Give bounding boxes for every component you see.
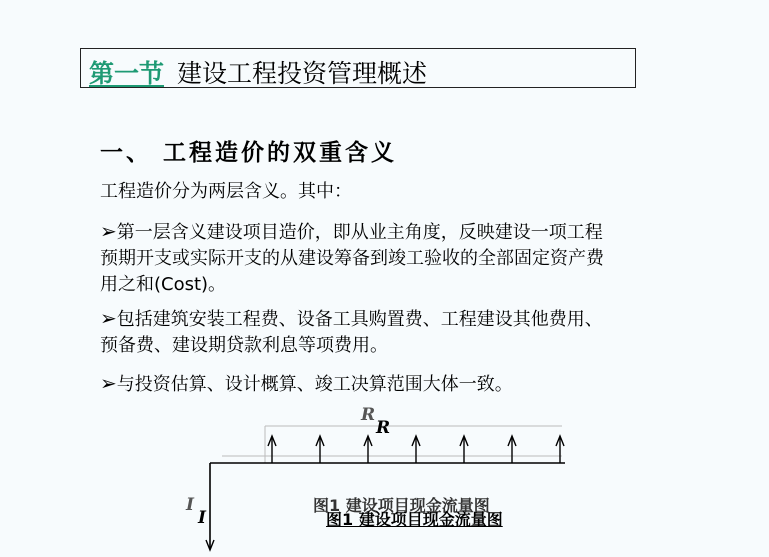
bullet-item-2 bbox=[100, 305, 603, 359]
bullet-1-line-2: 预期开支或实际开支的从建设筹备到竣工验收的全部固定资产费 bbox=[100, 248, 604, 269]
bullet-item-3 bbox=[100, 370, 513, 398]
inflow-arrow-head bbox=[508, 436, 516, 446]
inflow-arrows bbox=[268, 436, 564, 463]
section-heading: 一、 工程造价的双重含义 bbox=[100, 139, 398, 166]
inflow-arrow-head bbox=[268, 436, 276, 446]
arrow-bullet-icon: ➢ bbox=[100, 306, 117, 330]
figure-caption: 图1 建设项目现金流量图 bbox=[326, 510, 503, 529]
arrow-bullet-icon: ➢ bbox=[100, 219, 117, 243]
bullet-3-line-1: 与投资估算、设计概算、竣工决算范围大体一致。 bbox=[116, 374, 513, 395]
inflow-arrow-head bbox=[556, 436, 564, 446]
outflow-label: I bbox=[198, 508, 206, 528]
section-number[interactable]: 第一节 bbox=[89, 59, 165, 88]
inflow-label: R bbox=[376, 418, 391, 438]
bullet-2-line-1: 包括建筑安装工程费、设备工具购置费、工程建设其他费用、 bbox=[116, 309, 603, 330]
inflow-arrow-head bbox=[460, 436, 468, 446]
bullet-1-line-3: 用之和(Cost)。 bbox=[100, 274, 227, 295]
bullet-1-line-1: 第一层含义建设项目造价，即从业主角度，反映建设一项工程 bbox=[116, 222, 603, 243]
arrow-bullet-icon: ➢ bbox=[100, 371, 117, 395]
page-title: 建设工程投资管理概述 bbox=[177, 59, 428, 88]
inflow-arrow-head bbox=[412, 436, 420, 446]
inflow-arrow-head bbox=[364, 436, 372, 446]
title-box bbox=[80, 48, 636, 88]
figure-caption-shadow: 图1 建设项目现金流量图 bbox=[313, 496, 490, 515]
intro-paragraph: 工程造价分为两层含义。其中： bbox=[100, 181, 352, 202]
bullet-item-1 bbox=[100, 218, 604, 298]
outflow-label-shadow: I bbox=[186, 495, 194, 515]
bullet-2-line-2: 预备费、建设期贷款利息等项费用。 bbox=[100, 335, 388, 356]
inflow-label-shadow: R bbox=[361, 405, 376, 425]
inflow-arrow-head bbox=[316, 436, 324, 446]
outflow-arrow-head bbox=[206, 540, 214, 550]
